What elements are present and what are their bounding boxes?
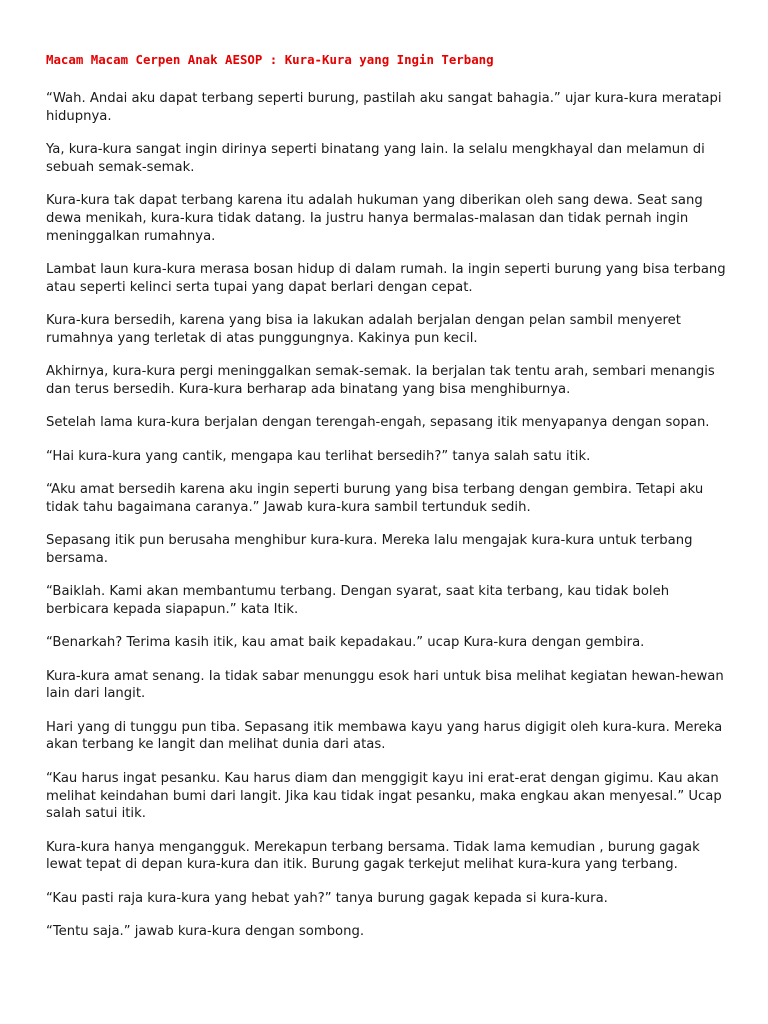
paragraph-6: Akhirnya, kura-kura pergi meninggalkan semak-semak. Ia berjalan tak tentu arah, sembari menangis dan terus bersedih. Kura-kura berharap ada binatang yang bisa menghiburnya. [46, 364, 715, 398]
paragraph-8: “Hai kura-kura yang cantik, mengapa kau terlihat bersedih?” tanya salah satu itik. [46, 448, 591, 464]
paragraph-15: “Kau harus ingat pesanku. Kau harus diam dan menggigit kayu ini erat-erat dengan gigimu. Kau akan melihat keindahan bumi dari langit. Jika kau tidak ingat pesanku, maka engkau akan menyesal.” Ucap salah satui itik. [46, 770, 722, 822]
paragraph-18: “Tentu saja.” jawab kura-kura dengan sombong. [46, 924, 365, 939]
paragraph-13: Kura-kura amat senang. Ia tidak sabar menunggu esok hari untuk bisa melihat kegiatan hewan-hewan lain dari langit. [46, 668, 724, 702]
paragraph-1: “Wah. Andai aku dapat terbang seperti burung, pastilah aku sangat bahagia.” ujar kura-kura meratapi hidupnya. [46, 91, 722, 124]
paragraph-17: “Kau pasti raja kura-kura yang hebat yah?” tanya burung gagak kepada si kura-kura. [46, 890, 608, 906]
document-title: Macam Macam Cerpen Anak AESOP : Kura-Kura yang Ingin Terbang [46, 52, 494, 67]
paragraph-2: Ya, kura-kura sangat ingin dirinya seperti binatang yang lain. Ia selalu mengkhayal dan melamun di sebuah semak-semak. [46, 142, 705, 175]
paragraph-5: Kura-kura bersedih, karena yang bisa ia lakukan adalah berjalan dengan pelan sambil menyeret rumahnya yang terletak di atas punggungnya. Kakinya pun kecil. [46, 313, 681, 346]
paragraph-11: “Baiklah. Kami akan membantumu terbang. Dengan syarat, saat kita terbang, kau tidak boleh berbicara kepada siapapun.” kata Itik. [46, 584, 670, 617]
paragraph-12: “Benarkah? Terima kasih itik, kau amat baik kepadakau.” ucap Kura-kura dengan gembira. [46, 635, 645, 651]
paragraph-7: Setelah lama kura-kura berjalan dengan terengah-engah, sepasang itik menyapanya dengan sopan. [46, 415, 710, 431]
paragraph-3: Kura-kura tak dapat terbang karena itu adalah hukuman yang diberikan oleh sang dewa. Seat sang dewa menikah, kura-kura tidak datang. Ia justru hanya bermalas-malasan dan tidak pernah ingin meninggalkan rumahnya. [46, 193, 703, 244]
paragraph-4: Lambat laun kura-kura merasa bosan hidup di dalam rumah. Ia ingin seperti burung yang bisa terbang atau seperti kelinci serta tupai yang dapat berlari dengan cepat. [46, 262, 726, 295]
paragraph-16: Kura-kura hanya mengangguk. Merekapun terbang bersama. Tidak lama kemudian , burung gagak lewat tepat di depan kura-kura dan itik. Burung gagak terkejut melihat kura-kura yang terbang. [46, 839, 700, 873]
paragraph-14: Hari yang di tunggu pun tiba. Sepasang itik membawa kayu yang harus digigit oleh kura-kura. Mereka akan terbang ke langit dan melihat dunia dari atas. [46, 719, 723, 753]
paragraph-9: “Aku amat bersedih karena aku ingin seperti burung yang bisa terbang dengan gembira. Tetapi aku tidak tahu bagaimana caranya.” Jawab kura-kura sambil tertunduk sedih. [46, 481, 704, 515]
paragraph-10: Sepasang itik pun berusaha menghibur kura-kura. Mereka lalu mengajak kura-kura untuk terbang bersama. [46, 533, 693, 566]
